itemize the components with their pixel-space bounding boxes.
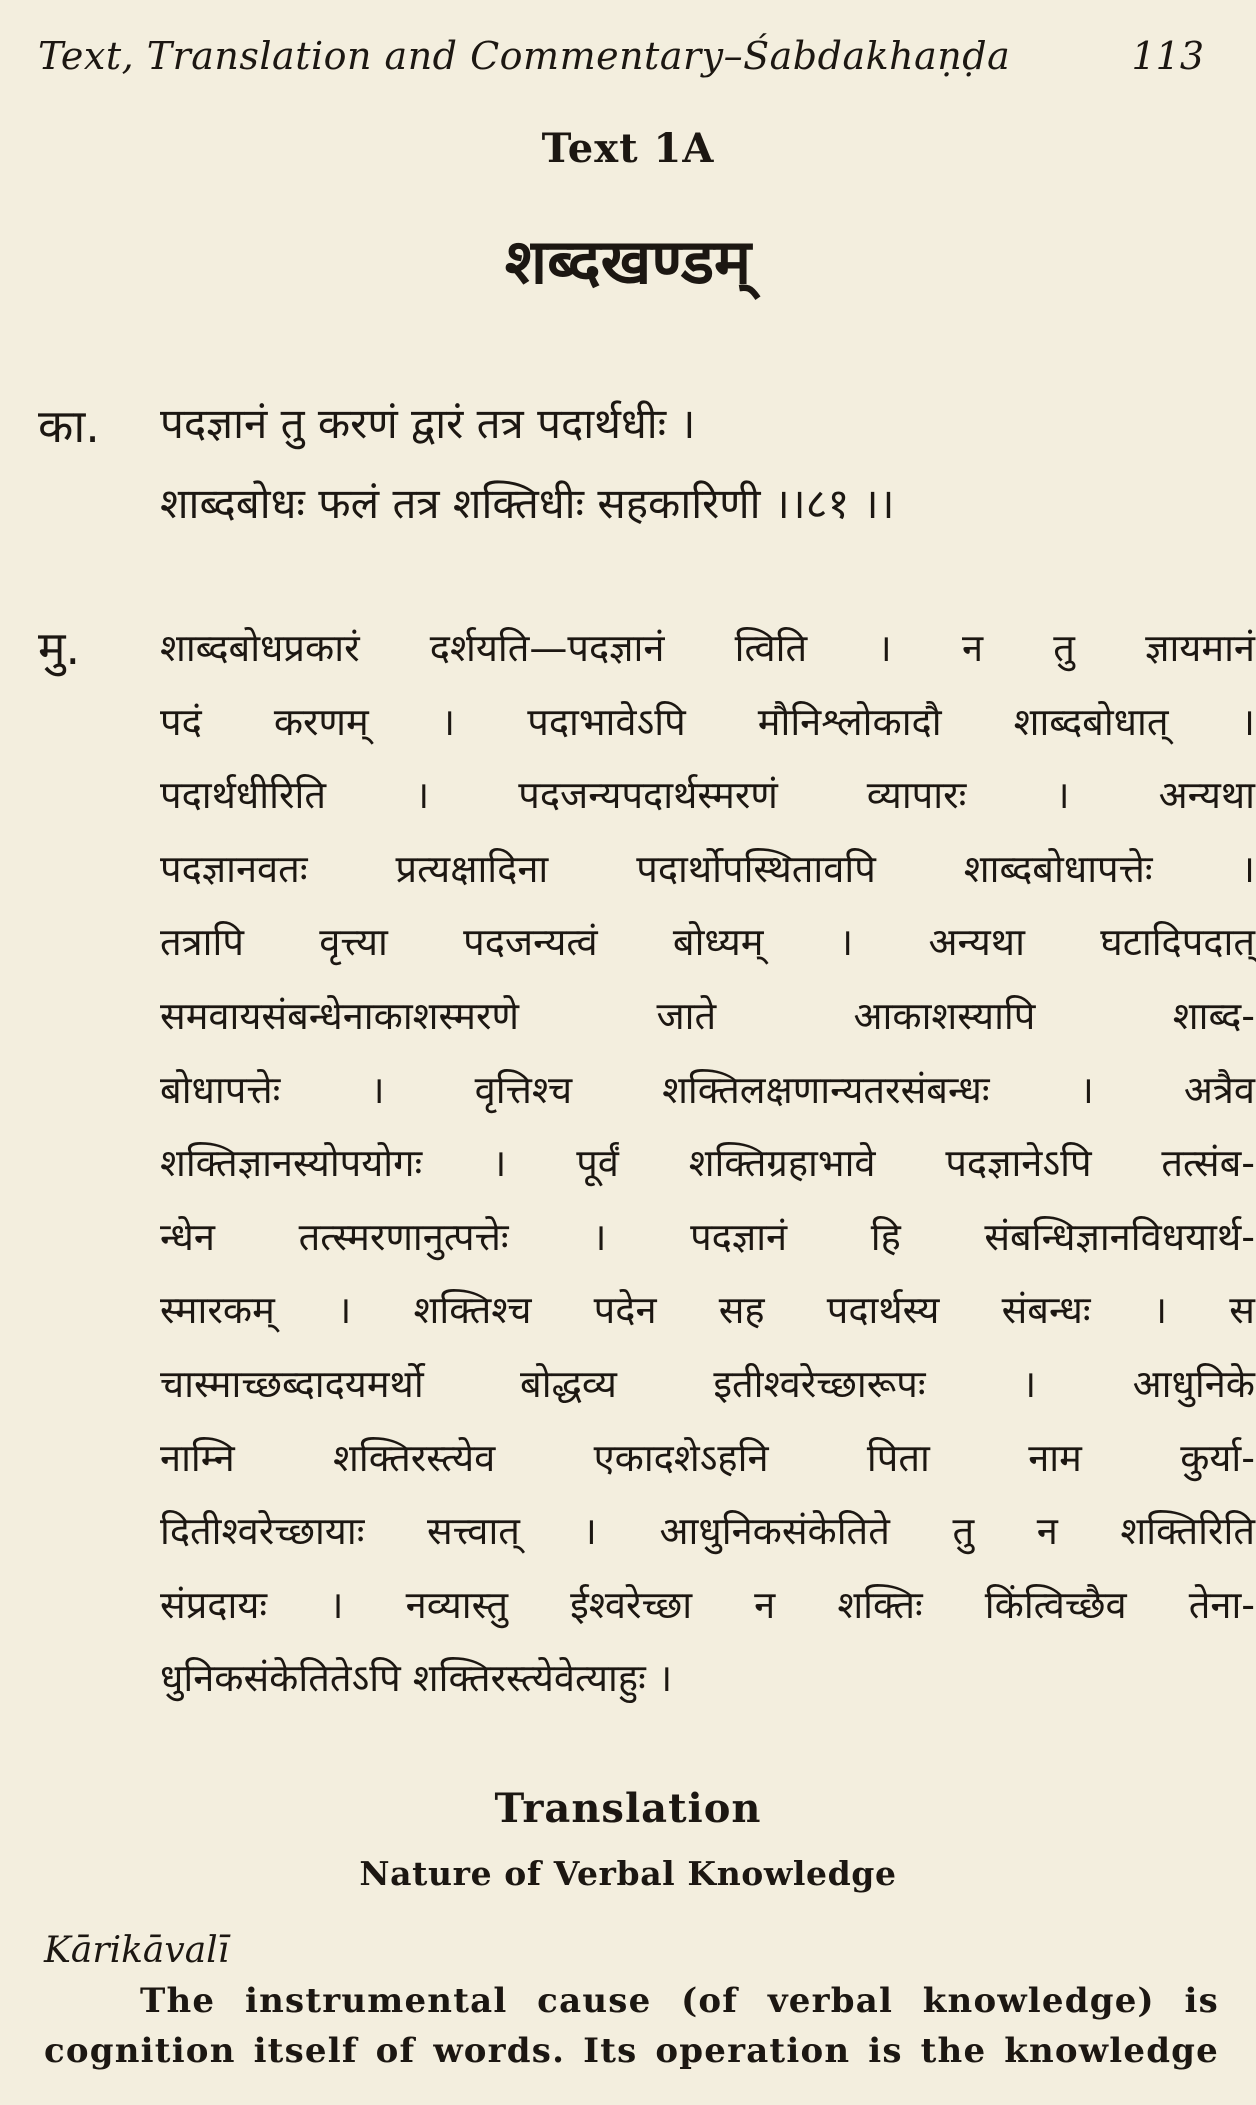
commentary-line: नाम्नि शक्तिरस्त्येव एकादशेऽहनि पिता नाम कुर्या- — [160, 1435, 1255, 1480]
karika-lines — [160, 384, 1255, 544]
commentary-line: पदज्ञानवतः प्रत्यक्षादिना पदार्थोपस्थितावपि शाब्दबोधापत्तेः । — [160, 846, 1255, 891]
translation-paragraph — [44, 1976, 1219, 2076]
commentary-line: चास्माच्छब्दादयमर्थो बोद्धव्य इतीश्वरेच्छारूपः । आधुनिके — [160, 1361, 1255, 1406]
commentary-line: स्मारकम् । शक्तिश्च पदेन सह पदार्थस्य संबन्धः । स — [160, 1288, 1255, 1333]
verse-line: पदज्ञानं तु करणं द्वारं तत्र पदार्थधीः । — [160, 399, 696, 448]
commentary-line: संप्रदायः । नव्यास्तु ईश्वरेच्छा न शक्तिः किंत्विच्छैव तेना- — [160, 1582, 1255, 1627]
commentary-line: तत्रापि वृत्त्या पदजन्यत्वं बोध्यम् । अन्यथा घटादिपदात् — [160, 920, 1255, 965]
commentary-line: धुनिकसंकेतितेऽपि शक्तिरस्त्येवेत्याहुः । — [160, 1656, 673, 1701]
paragraph-line: cognition itself of words. Its operation is the knowledge — [44, 2031, 1219, 2071]
commentary-line: दितीश्वरेच्छायाः सत्त्वात् । आधुनिकसंकेतिते तु न शक्तिरिति — [160, 1509, 1255, 1554]
commentary-line: समवायसंबन्धेनाकाशस्मरणे जाते आकाशस्यापि शाब्द- — [160, 993, 1255, 1038]
commentary-line: बोधापत्तेः । वृत्तिश्च शक्तिलक्षणान्यतरसंबन्धः । अत्रैव — [160, 1067, 1255, 1112]
commentary-lines — [160, 612, 1255, 1716]
commentary-line: न्धेन तत्स्मरणानुत्पत्तेः । पदज्ञानं हि संबन्धिज्ञानविधयार्थ- — [160, 1214, 1255, 1259]
translation-subheading: Nature of Verbal Knowledge — [359, 1854, 897, 1893]
commentary-line: शक्तिज्ञानस्योपयोगः । पूर्वं शक्तिग्रहाभावे पदज्ञानेऽपि तत्संब- — [160, 1141, 1255, 1186]
karika-marker: का. — [38, 399, 100, 453]
verse-line: शाब्दबोधः फलं तत्र शक्तिधीः सहकारिणी ।।८१ ।। — [160, 479, 895, 528]
commentary-line: पदार्थधीरिति । पदजन्यपदार्थस्मरणं व्यापारः । अन्यथा — [160, 773, 1255, 818]
source-label: Kārikāvalī — [44, 1930, 230, 1971]
translation-heading: Translation — [494, 1785, 762, 1832]
text-id-heading: Text 1A — [541, 125, 715, 172]
section-title: शब्दखण्डम् — [504, 225, 752, 298]
running-head — [38, 28, 1218, 88]
running-head-title: Text, Translation and Commentary–Śabdakhaṇḍa — [38, 34, 1011, 78]
page-number: 113 — [1131, 34, 1204, 78]
muktavali-marker: मु. — [38, 621, 81, 675]
commentary-line: पदं करणम् । पदाभावेऽपि मौनिश्लोकादौ शाब्दबोधात् । — [160, 699, 1255, 744]
paragraph-line: The instrumental cause (of verbal knowledge) is — [140, 1981, 1219, 2021]
commentary-line: शाब्दबोधप्रकारं दर्शयति—पदज्ञानं त्विति । न तु ज्ञायमानं — [160, 626, 1255, 670]
